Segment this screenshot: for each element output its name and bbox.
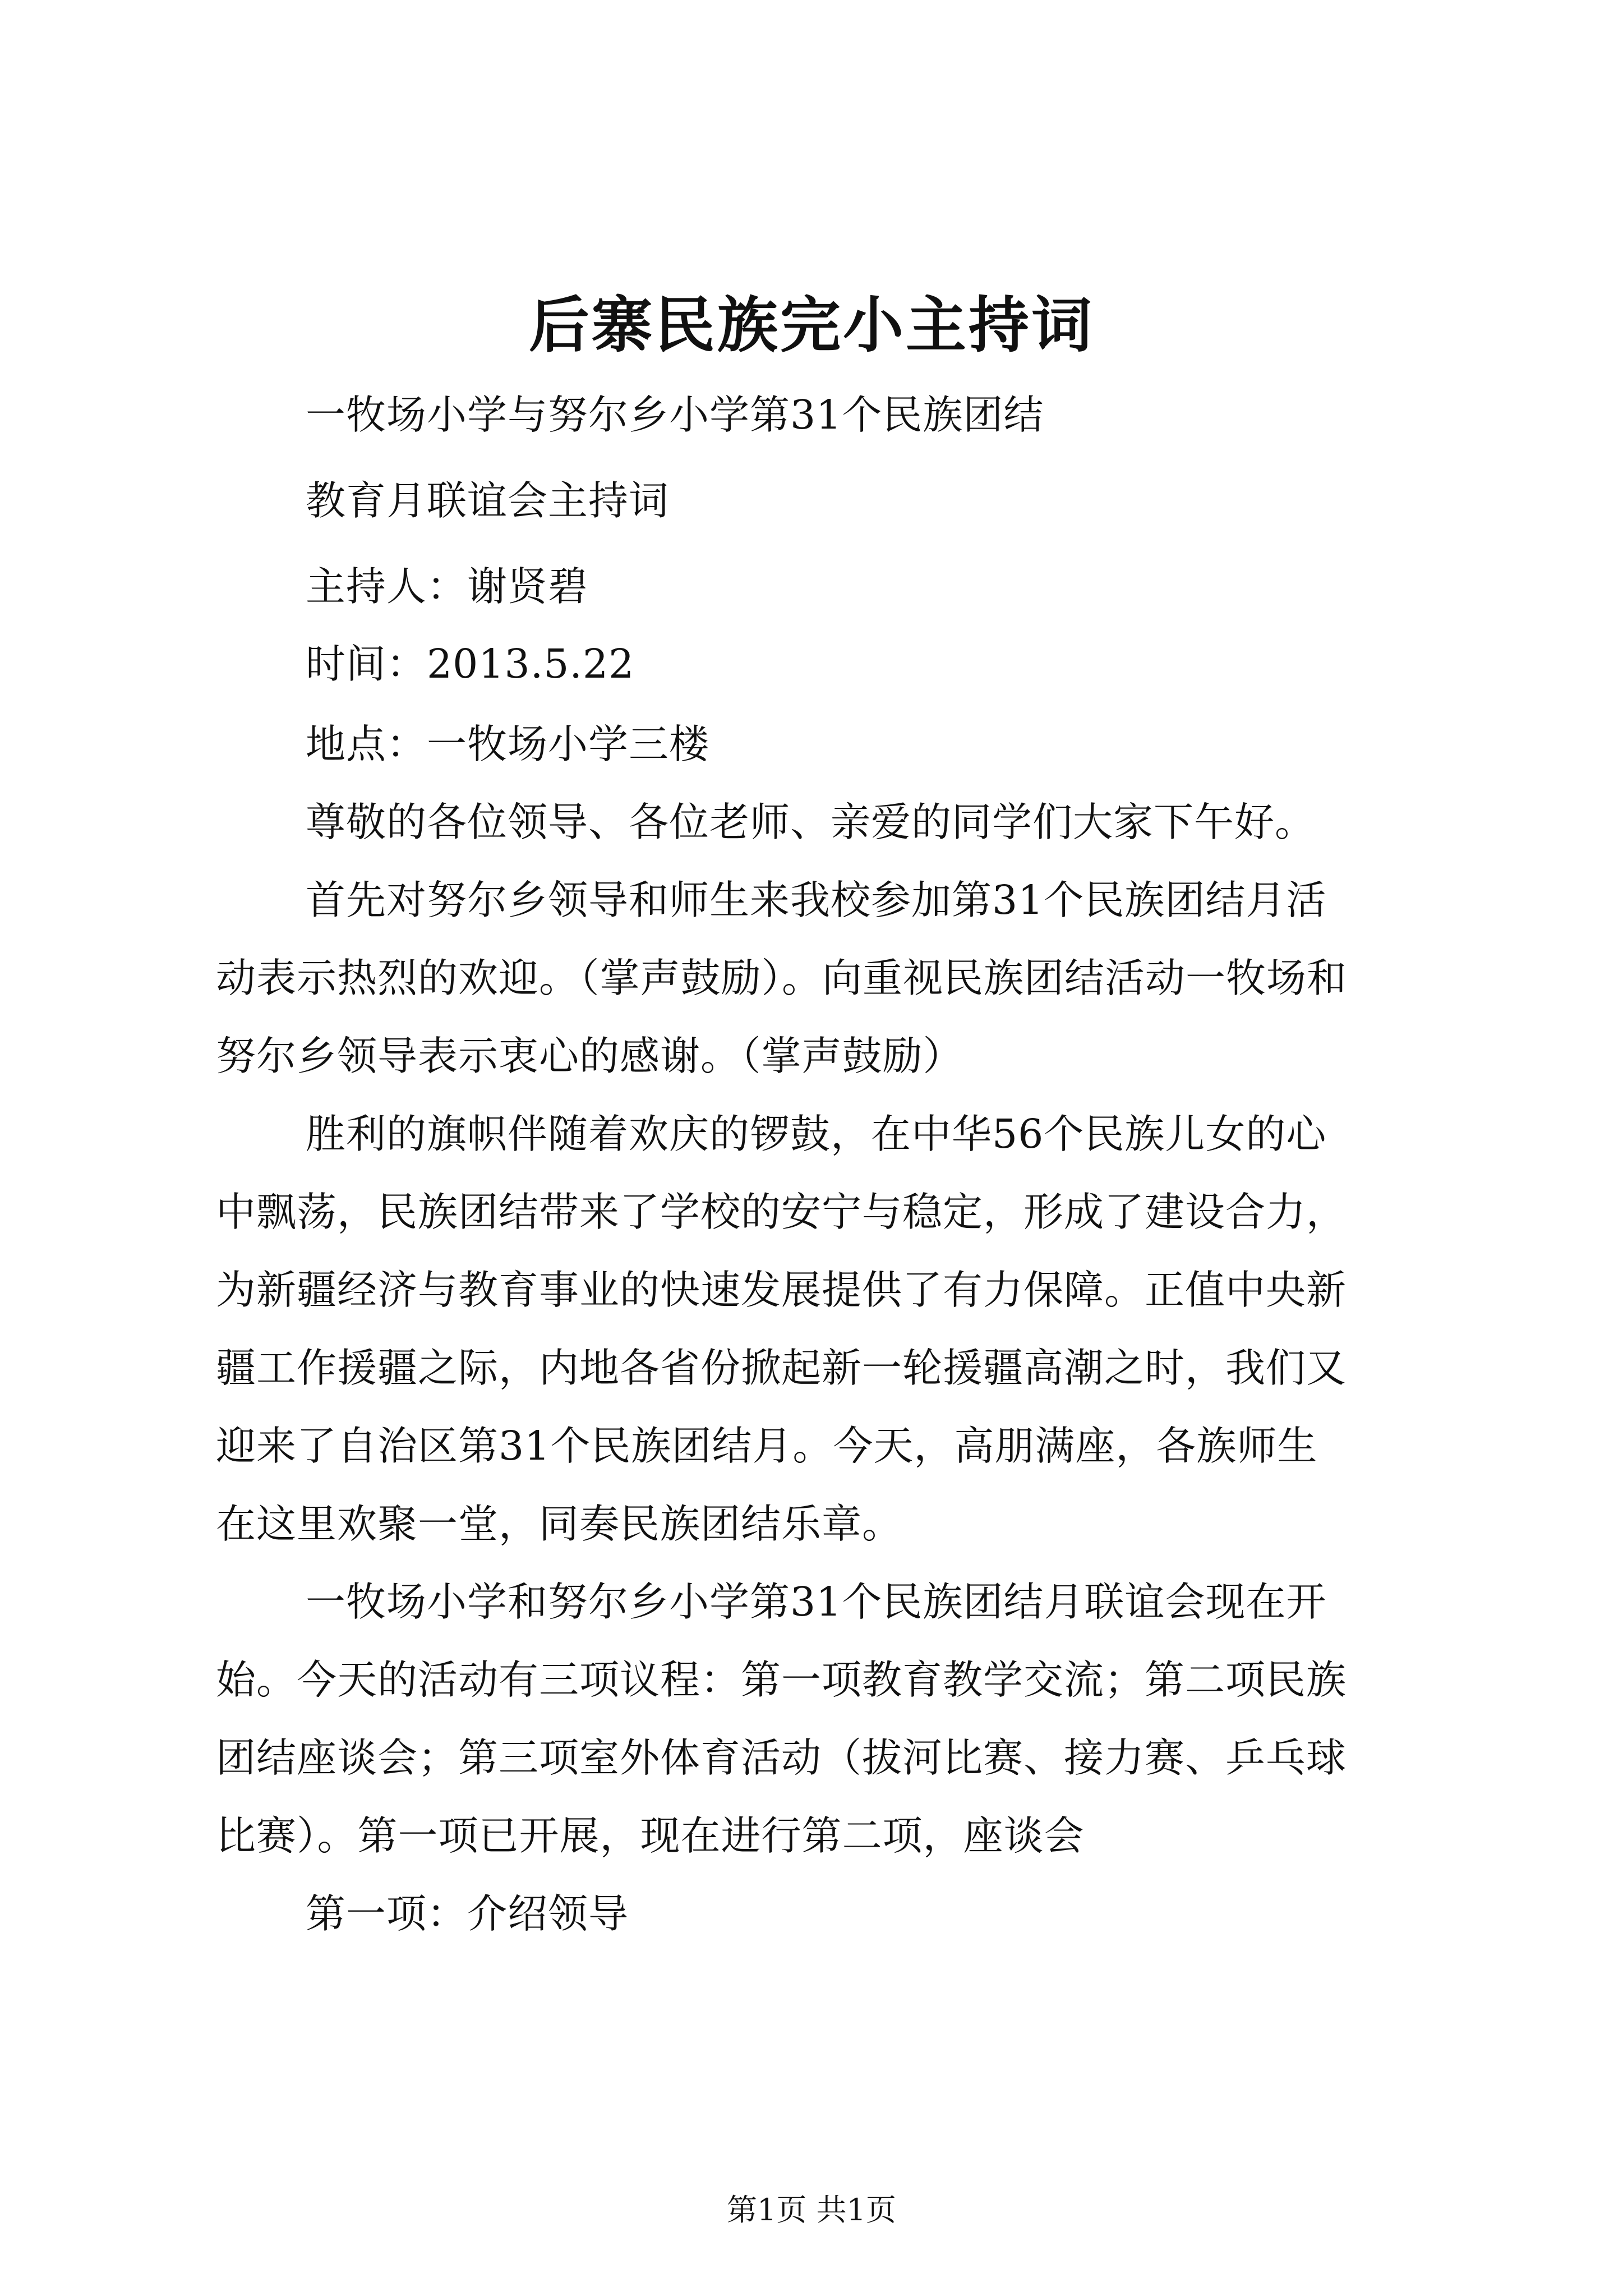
text-line: 始。今天的活动有三项议程：第一项教育教学交流；第二项民族 <box>216 1657 1347 1703</box>
text-line: 地点：一牧场小学三楼 <box>306 721 710 767</box>
text-line: 努尔乡领导表示衷心的感谢。（掌声鼓励） <box>216 1033 963 1079</box>
text-line: 在这里欢聚一堂，同奏民族团结乐章。 <box>216 1501 903 1547</box>
text-line: 时间：2013.5.22 <box>306 641 635 687</box>
text-line: 团结座谈会；第三项室外体育活动（拔河比赛、接力赛、乒乓球 <box>216 1734 1347 1781</box>
text-line: 迎来了自治区第31个民族团结月。今天，高朋满座，各族师生 <box>216 1423 1318 1469</box>
text-line: 第一项：介绍领导 <box>306 1890 629 1937</box>
document-title: 后寨民族完小主持词 <box>528 290 1094 361</box>
text-line: 一牧场小学和努尔乡小学第31个民族团结月联谊会现在开 <box>306 1579 1327 1625</box>
text-line: 主持人：谢贤碧 <box>306 563 589 610</box>
page-number-footer: 第1页 共1页 <box>727 2192 896 2228</box>
text-line: 中飘荡，民族团结带来了学校的安宁与稳定，形成了建设合力， <box>216 1189 1347 1235</box>
text-line: 胜利的旗帜伴随着欢庆的锣鼓，在中华56个民族儿女的心 <box>306 1111 1327 1157</box>
text-line: 比赛）。第一项已开展，现在进行第二项，座谈会 <box>216 1812 1085 1859</box>
text-line: 尊敬的各位领导、各位老师、亲爱的同学们大家下午好。 <box>306 799 1316 845</box>
text-line: 为新疆经济与教育事业的快速发展提供了有力保障。正值中央新 <box>216 1267 1347 1313</box>
text-line: 一牧场小学与努尔乡小学第31个民族团结 <box>306 392 1044 438</box>
text-line: 教育月联谊会主持词 <box>306 477 670 524</box>
text-line: 动表示热烈的欢迎。（掌声鼓励）。向重视民族团结活动一牧场和 <box>216 955 1348 1001</box>
text-line: 疆工作援疆之际，内地各省份掀起新一轮援疆高潮之时，我们又 <box>216 1345 1347 1391</box>
text-line: 首先对努尔乡领导和师生来我校参加第31个民族团结月活 <box>306 877 1327 923</box>
